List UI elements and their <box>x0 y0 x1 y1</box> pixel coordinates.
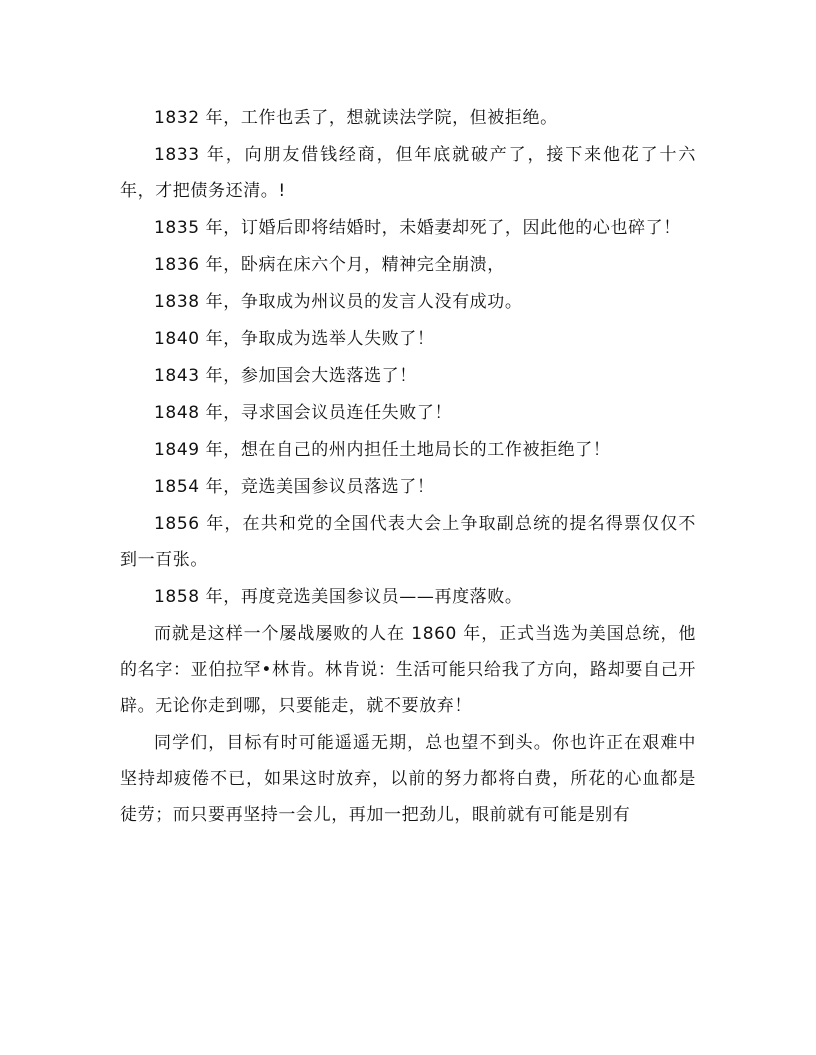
paragraph-1840: 1840 年，争取成为选举人失败了！ <box>154 329 435 349</box>
paragraph-1854: 1854 年，竞选美国参议员落选了！ <box>154 477 435 497</box>
paragraph-1836: 1836 年，卧病在床六个月，精神完全崩溃， <box>154 255 505 275</box>
paragraph-students: 同学们，目标有时可能遥遥无期，总也望不到头。你也许正在艰难中坚持却疲倦不已，如果这时放弃，以前的努力都将白费，所花的心血都是徒劳；而只要再坚持一会儿，再加一把劲儿，眼前就有可能是别有 <box>120 733 696 825</box>
paragraph-1835: 1835 年，订婚后即将结婚时，未婚妻却死了，因此他的心也碎了！ <box>154 218 681 238</box>
paragraph-1849: 1849 年，想在自己的州内担任土地局长的工作被拒绝了！ <box>154 440 611 460</box>
paragraph-1838: 1838 年，争取成为州议员的发言人没有成功。 <box>154 292 523 312</box>
paragraph-1848: 1848 年，寻求国会议员连任失败了！ <box>154 403 453 423</box>
paragraph-1856: 1856 年，在共和党的全国代表大会上争取副总统的提名得票仅仅不到一百张。 <box>120 514 696 570</box>
paragraph-1843: 1843 年，参加国会大选落选了！ <box>154 366 417 386</box>
paragraph-1858: 1858 年，再度竞选美国参议员——再度落败。 <box>154 587 523 607</box>
document-body <box>120 100 696 834</box>
paragraph-1832: 1832 年，工作也丢了，想就读法学院，但被拒绝。 <box>154 108 558 128</box>
paragraph-1833: 1833 年，向朋友借钱经商，但年底就破产了，接下来他花了十六年，才把债务还清。! <box>120 145 696 201</box>
paragraph-lincoln: 而就是这样一个屡战屡败的人在 1860 年，正式当选为美国总统，他的名字：亚伯拉罕•林肯。林肯说：生活可能只给我了方向，路却要自己开辟。无论你走到哪，只要能走，就不要放弃！ <box>120 624 696 716</box>
